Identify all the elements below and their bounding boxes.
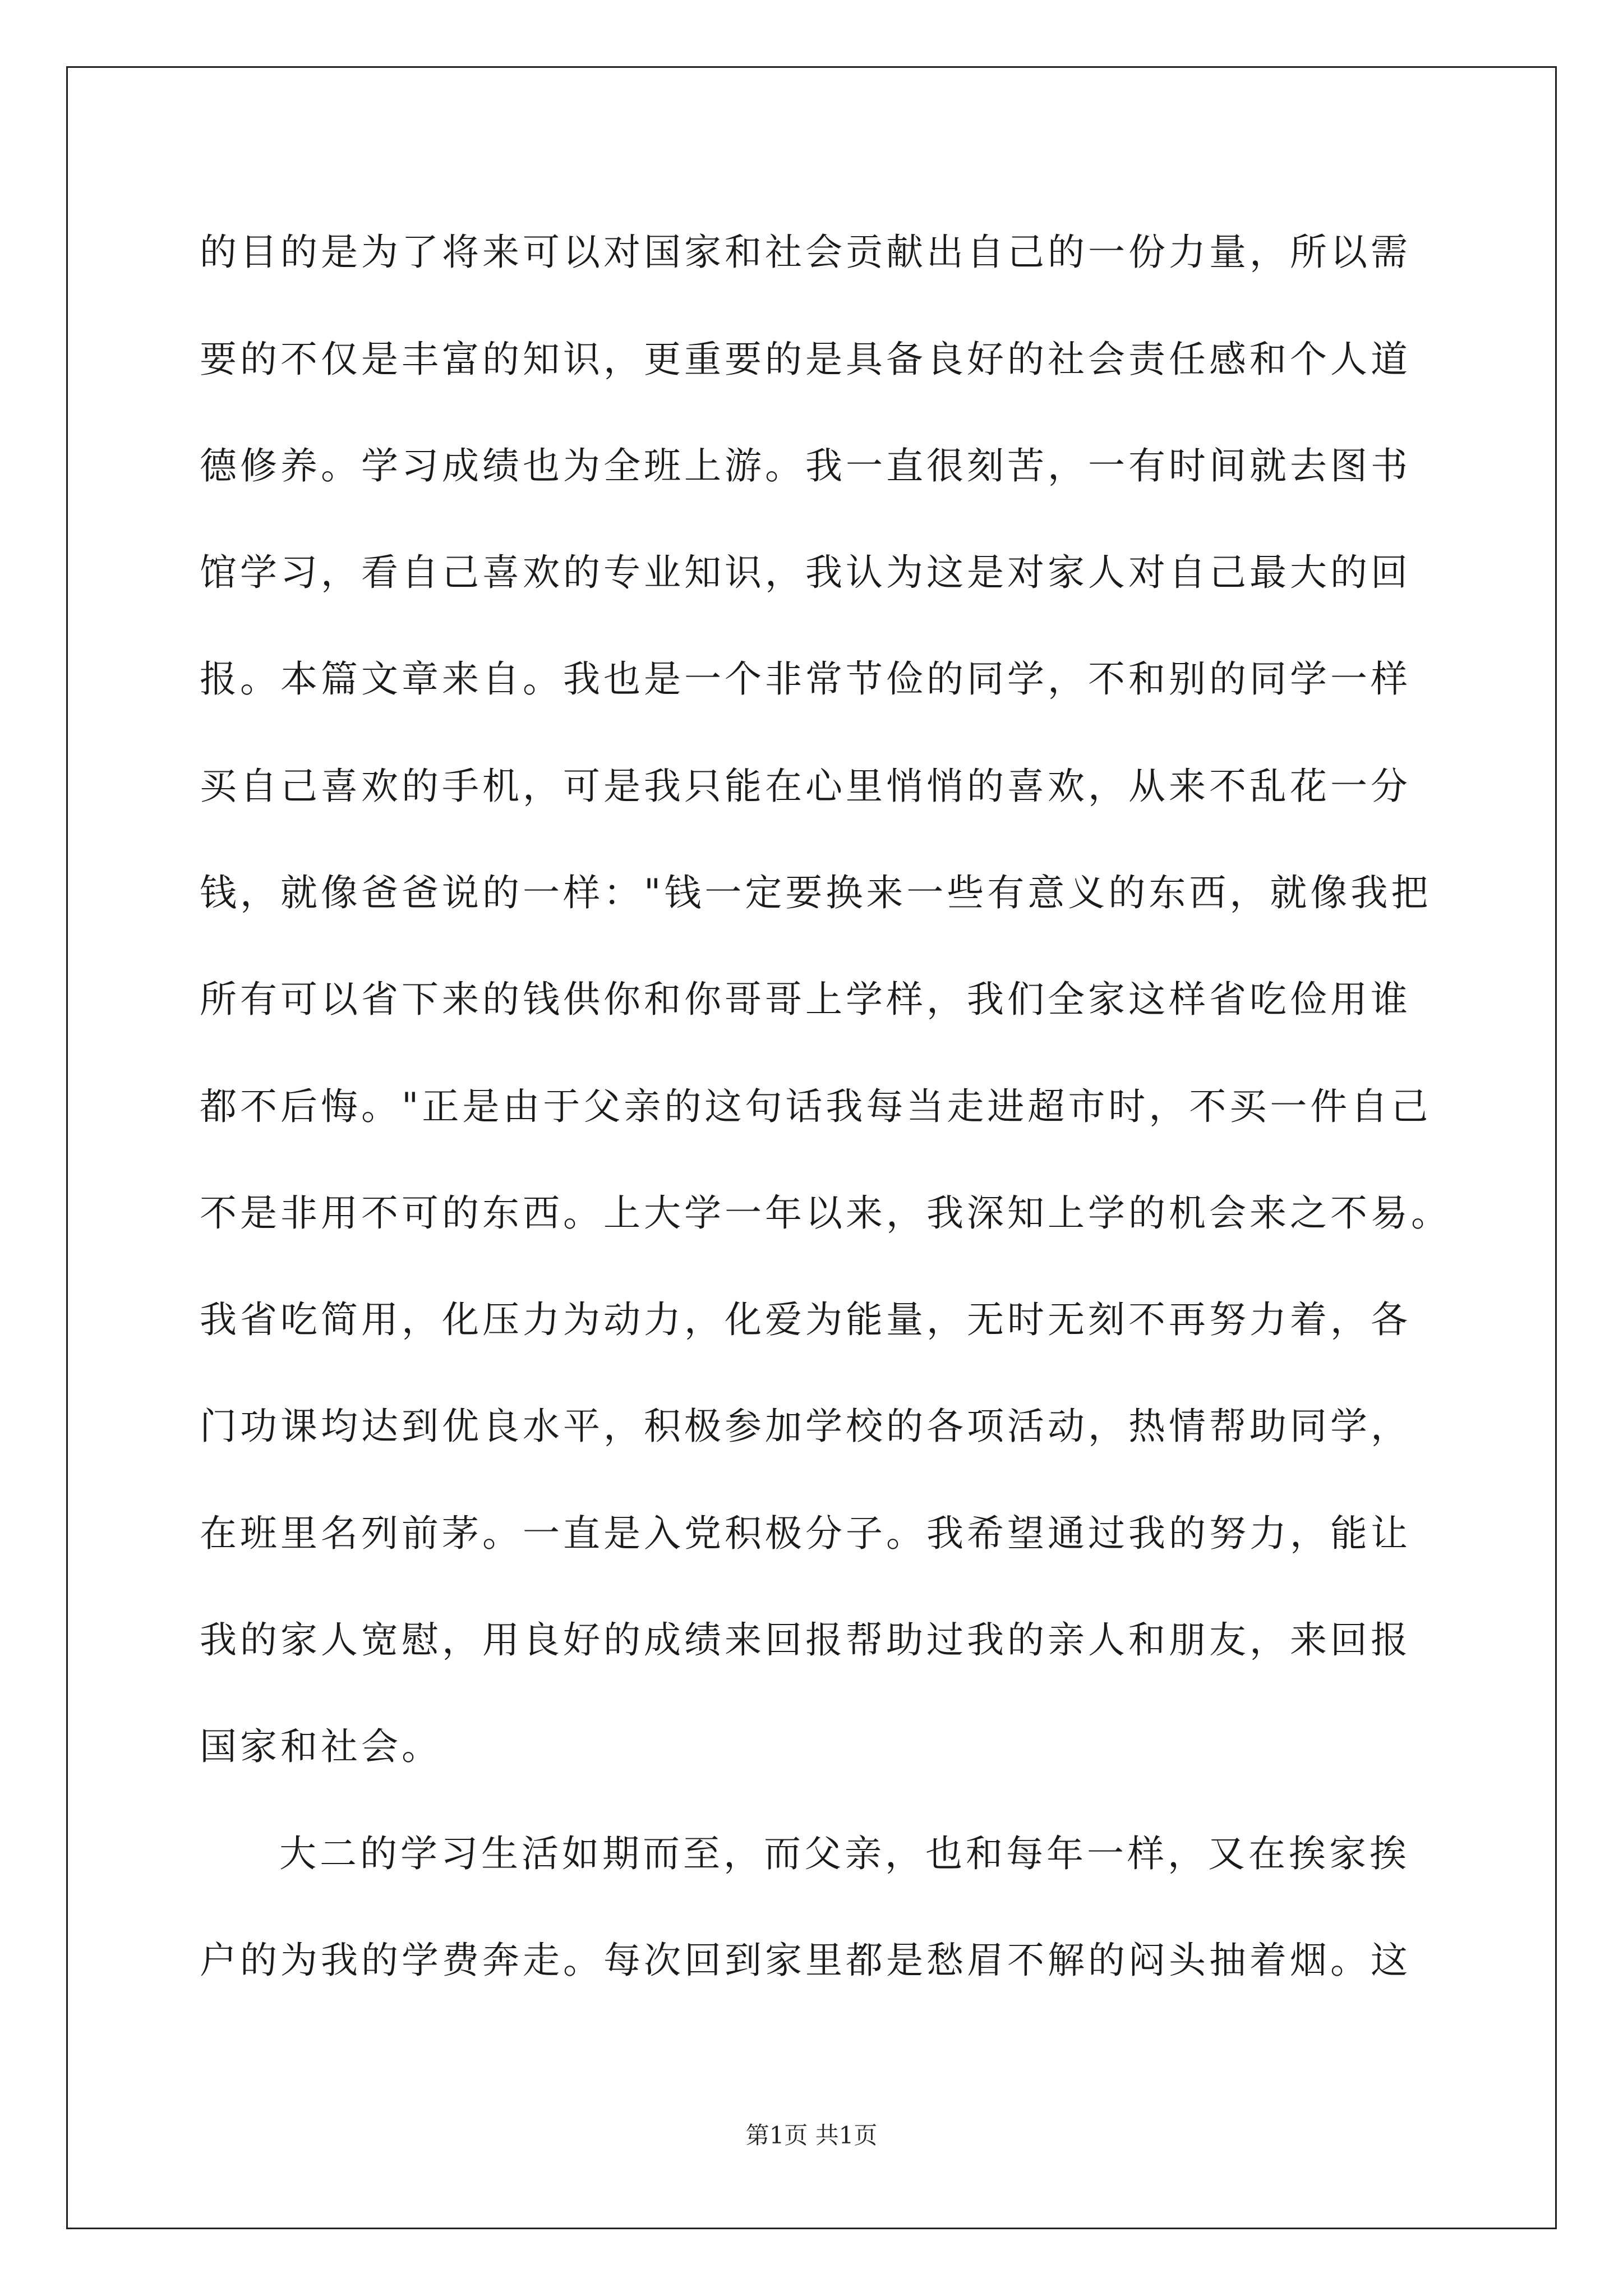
text-line: 馆学习，看自己喜欢的专业知识，我认为这是对家人对自己最大的回 — [200, 551, 1411, 594]
text-line: 钱，就像爸爸说的一样："钱一定要换来一些有意义的东西，就像我把 — [200, 871, 1432, 914]
text-line: 都不后悔。"正是由于父亲的这句话我每当走进超市时，不买一件自己 — [200, 1085, 1432, 1128]
text-line: 户的为我的学费奔走。每次回到家里都是愁眉不解的闷头抽着烟。这 — [200, 1939, 1411, 1982]
text-line: 德修养。学习成绩也为全班上游。我一直很刻苦，一有时间就去图书 — [200, 444, 1411, 487]
page-border — [66, 66, 1557, 2229]
text-line: 不是非用不可的东西。上大学一年以来，我深知上学的机会来之不易。 — [200, 1191, 1451, 1235]
text-line: 的目的是为了将来可以对国家和社会贡献出自己的一份力量，所以需 — [200, 231, 1411, 274]
text-line: 报。本篇文章来自。我也是一个非常节俭的同学，不和别的同学一样 — [200, 657, 1411, 701]
text-line: 买自己喜欢的手机，可是我只能在心里悄悄的喜欢，从来不乱花一分 — [200, 765, 1411, 808]
text-line: 我省吃简用，化压力为动力，化爱为能量，无时无刻不再努力着，各 — [200, 1298, 1411, 1341]
text-line: 国家和社会。 — [200, 1725, 442, 1768]
text-line: 所有可以省下来的钱供你和你哥哥上学样，我们全家这样省吃俭用谁 — [200, 978, 1411, 1021]
paragraph-first-line: 大二的学习生活如期而至，而父亲，也和每年一样，又在挨家挨 — [279, 1832, 1410, 1875]
text-line: 在班里名列前茅。一直是入党积极分子。我希望通过我的努力，能让 — [200, 1512, 1411, 1555]
text-line: 我的家人宽慰，用良好的成绩来回报帮助过我的亲人和朋友，来回报 — [200, 1618, 1411, 1662]
text-line: 要的不仅是丰富的知识，更重要的是具备良好的社会责任感和个人道 — [200, 338, 1411, 381]
text-line: 门功课均达到优良水平，积极参加学校的各项活动，热情帮助同学， — [200, 1405, 1411, 1448]
page-footer: 第1页 共1页 — [745, 2122, 878, 2149]
